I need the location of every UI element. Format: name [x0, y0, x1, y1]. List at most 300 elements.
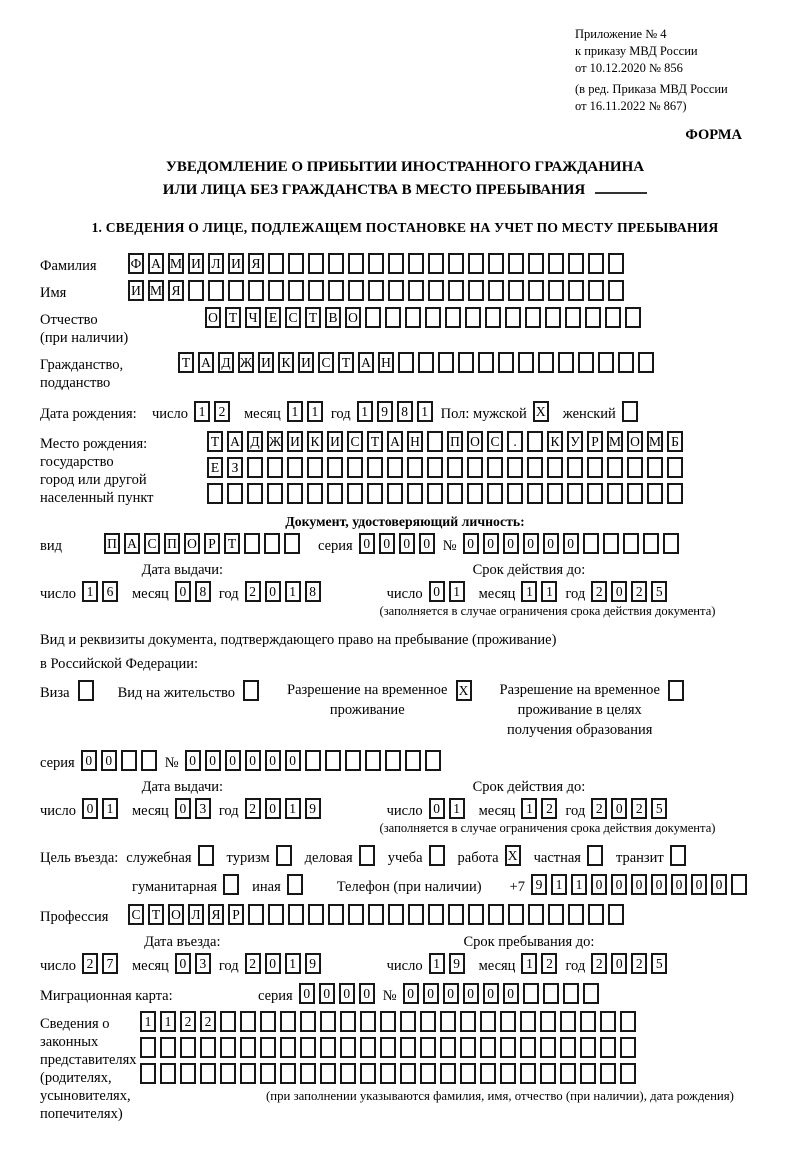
char-cell[interactable]: 8	[195, 581, 211, 602]
char-cell[interactable]	[607, 457, 623, 478]
char-cell[interactable]	[208, 280, 224, 301]
char-cell[interactable]	[388, 280, 404, 301]
char-cell[interactable]	[360, 1037, 376, 1058]
char-cell[interactable]	[368, 904, 384, 925]
char-cell[interactable]: 2	[245, 953, 261, 974]
char-cell[interactable]: 2	[631, 798, 647, 819]
char-cell[interactable]: С	[144, 533, 160, 554]
char-cell[interactable]: 0	[563, 533, 579, 554]
char-cell[interactable]	[600, 1011, 616, 1032]
char-cell[interactable]	[527, 483, 543, 504]
char-cell[interactable]: М	[647, 431, 663, 452]
char-cell[interactable]: 0	[265, 953, 281, 974]
purpose-official-checkbox[interactable]	[198, 845, 214, 866]
char-cell[interactable]	[288, 904, 304, 925]
char-cell[interactable]: 2	[200, 1011, 216, 1032]
char-cell[interactable]: Д	[247, 431, 263, 452]
char-cell[interactable]: 0	[175, 798, 191, 819]
char-cell[interactable]: 0	[611, 798, 627, 819]
char-cell[interactable]	[468, 253, 484, 274]
char-cell[interactable]	[427, 483, 443, 504]
char-cell[interactable]	[425, 750, 441, 771]
char-cell[interactable]	[625, 307, 641, 328]
visa-checkbox[interactable]	[78, 680, 94, 701]
char-cell[interactable]	[460, 1063, 476, 1084]
char-cell[interactable]	[580, 1011, 596, 1032]
char-cell[interactable]: 1	[429, 953, 445, 974]
char-cell[interactable]	[608, 280, 624, 301]
char-cell[interactable]	[248, 904, 264, 925]
char-cell[interactable]: 1	[449, 581, 465, 602]
char-cell[interactable]	[260, 1011, 276, 1032]
purpose-private-checkbox[interactable]	[587, 845, 603, 866]
char-cell[interactable]	[558, 352, 574, 373]
char-cell[interactable]: И	[228, 253, 244, 274]
char-cell[interactable]	[268, 280, 284, 301]
char-cell[interactable]	[328, 280, 344, 301]
char-cell[interactable]: 0	[543, 533, 559, 554]
char-cell[interactable]: И	[298, 352, 314, 373]
char-cell[interactable]	[348, 253, 364, 274]
char-cell[interactable]	[267, 457, 283, 478]
char-cell[interactable]: 0	[265, 798, 281, 819]
char-cell[interactable]: Т	[224, 533, 240, 554]
char-cell[interactable]: 0	[443, 983, 459, 1004]
char-cell[interactable]	[365, 307, 381, 328]
char-cell[interactable]: 6	[102, 581, 118, 602]
char-cell[interactable]: 2	[82, 953, 98, 974]
char-cell[interactable]	[267, 483, 283, 504]
char-cell[interactable]: 7	[102, 953, 118, 974]
char-cell[interactable]	[488, 280, 504, 301]
char-cell[interactable]	[528, 253, 544, 274]
char-cell[interactable]: К	[278, 352, 294, 373]
char-cell[interactable]: Я	[208, 904, 224, 925]
char-cell[interactable]	[307, 457, 323, 478]
char-cell[interactable]	[427, 431, 443, 452]
char-cell[interactable]	[507, 483, 523, 504]
char-cell[interactable]: О	[168, 904, 184, 925]
char-cell[interactable]: 2	[245, 581, 261, 602]
char-cell[interactable]: 0	[423, 983, 439, 1004]
char-cell[interactable]	[207, 483, 223, 504]
char-cell[interactable]	[560, 1037, 576, 1058]
char-cell[interactable]	[268, 253, 284, 274]
char-cell[interactable]	[320, 1037, 336, 1058]
char-cell[interactable]: 2	[245, 798, 261, 819]
char-cell[interactable]	[408, 904, 424, 925]
char-cell[interactable]: И	[258, 352, 274, 373]
char-cell[interactable]	[328, 253, 344, 274]
char-cell[interactable]: 0	[419, 533, 435, 554]
char-cell[interactable]: 2	[180, 1011, 196, 1032]
purpose-study-checkbox[interactable]	[429, 845, 445, 866]
char-cell[interactable]	[467, 483, 483, 504]
char-cell[interactable]	[548, 253, 564, 274]
char-cell[interactable]: 9	[305, 798, 321, 819]
char-cell[interactable]: С	[347, 431, 363, 452]
char-cell[interactable]: 2	[631, 581, 647, 602]
char-cell[interactable]: 1	[307, 401, 323, 422]
char-cell[interactable]	[460, 1037, 476, 1058]
char-cell[interactable]: Ж	[267, 431, 283, 452]
char-cell[interactable]: 1	[541, 581, 557, 602]
char-cell[interactable]	[420, 1063, 436, 1084]
char-cell[interactable]	[567, 483, 583, 504]
char-cell[interactable]	[244, 533, 260, 554]
char-cell[interactable]	[540, 1037, 556, 1058]
purpose-work-checkbox[interactable]: X	[505, 845, 521, 866]
char-cell[interactable]	[588, 904, 604, 925]
char-cell[interactable]: 0	[379, 533, 395, 554]
char-cell[interactable]: 2	[591, 798, 607, 819]
char-cell[interactable]: 0	[691, 874, 707, 895]
char-cell[interactable]: И	[287, 431, 303, 452]
char-cell[interactable]	[638, 352, 654, 373]
char-cell[interactable]	[563, 983, 579, 1004]
char-cell[interactable]: Н	[378, 352, 394, 373]
char-cell[interactable]: Т	[178, 352, 194, 373]
char-cell[interactable]	[387, 483, 403, 504]
char-cell[interactable]	[488, 253, 504, 274]
char-cell[interactable]	[448, 253, 464, 274]
char-cell[interactable]: Ж	[238, 352, 254, 373]
char-cell[interactable]	[528, 904, 544, 925]
char-cell[interactable]: 9	[531, 874, 547, 895]
char-cell[interactable]	[380, 1063, 396, 1084]
char-cell[interactable]	[620, 1011, 636, 1032]
char-cell[interactable]: 0	[359, 533, 375, 554]
char-cell[interactable]	[380, 1011, 396, 1032]
char-cell[interactable]	[405, 307, 421, 328]
char-cell[interactable]: А	[227, 431, 243, 452]
char-cell[interactable]: Б	[667, 431, 683, 452]
char-cell[interactable]	[180, 1037, 196, 1058]
char-cell[interactable]: 1	[285, 798, 301, 819]
char-cell[interactable]: Р	[587, 431, 603, 452]
char-cell[interactable]: Я	[248, 253, 264, 274]
char-cell[interactable]	[440, 1037, 456, 1058]
char-cell[interactable]: 8	[397, 401, 413, 422]
char-cell[interactable]: 0	[631, 874, 647, 895]
char-cell[interactable]	[465, 307, 481, 328]
char-cell[interactable]	[447, 457, 463, 478]
char-cell[interactable]: Ф	[128, 253, 144, 274]
char-cell[interactable]	[200, 1037, 216, 1058]
char-cell[interactable]: О	[627, 431, 643, 452]
char-cell[interactable]	[603, 533, 619, 554]
char-cell[interactable]: М	[168, 253, 184, 274]
char-cell[interactable]	[260, 1037, 276, 1058]
char-cell[interactable]: 0	[523, 533, 539, 554]
char-cell[interactable]	[368, 253, 384, 274]
char-cell[interactable]: 1	[82, 581, 98, 602]
char-cell[interactable]	[160, 1037, 176, 1058]
char-cell[interactable]	[520, 1063, 536, 1084]
char-cell[interactable]	[280, 1063, 296, 1084]
char-cell[interactable]	[485, 307, 501, 328]
char-cell[interactable]: З	[227, 457, 243, 478]
char-cell[interactable]	[405, 750, 421, 771]
char-cell[interactable]: Н	[407, 431, 423, 452]
char-cell[interactable]	[458, 352, 474, 373]
char-cell[interactable]	[368, 280, 384, 301]
purpose-humanitarian-checkbox[interactable]	[223, 874, 239, 895]
char-cell[interactable]	[620, 1063, 636, 1084]
char-cell[interactable]	[540, 1011, 556, 1032]
char-cell[interactable]: 0	[205, 750, 221, 771]
char-cell[interactable]: Е	[207, 457, 223, 478]
char-cell[interactable]	[585, 307, 601, 328]
char-cell[interactable]	[427, 457, 443, 478]
char-cell[interactable]: 0	[265, 581, 281, 602]
char-cell[interactable]	[140, 1037, 156, 1058]
char-cell[interactable]	[620, 1037, 636, 1058]
char-cell[interactable]	[527, 431, 543, 452]
char-cell[interactable]	[568, 280, 584, 301]
purpose-transit-checkbox[interactable]	[670, 845, 686, 866]
purpose-business-checkbox[interactable]	[359, 845, 375, 866]
char-cell[interactable]	[385, 750, 401, 771]
char-cell[interactable]	[667, 483, 683, 504]
char-cell[interactable]	[440, 1063, 456, 1084]
char-cell[interactable]	[428, 280, 444, 301]
char-cell[interactable]: 0	[611, 874, 627, 895]
char-cell[interactable]: 0	[611, 953, 627, 974]
char-cell[interactable]: 0	[503, 983, 519, 1004]
gender-male-checkbox[interactable]: X	[533, 401, 549, 422]
char-cell[interactable]: Л	[188, 904, 204, 925]
char-cell[interactable]	[220, 1063, 236, 1084]
char-cell[interactable]	[548, 904, 564, 925]
char-cell[interactable]	[647, 483, 663, 504]
char-cell[interactable]	[428, 904, 444, 925]
char-cell[interactable]	[418, 352, 434, 373]
char-cell[interactable]	[580, 1063, 596, 1084]
char-cell[interactable]	[188, 280, 204, 301]
char-cell[interactable]: 2	[214, 401, 230, 422]
char-cell[interactable]	[180, 1063, 196, 1084]
char-cell[interactable]	[308, 904, 324, 925]
char-cell[interactable]: 0	[185, 750, 201, 771]
char-cell[interactable]	[308, 253, 324, 274]
char-cell[interactable]: И	[327, 431, 343, 452]
char-cell[interactable]	[507, 457, 523, 478]
char-cell[interactable]: 0	[245, 750, 261, 771]
char-cell[interactable]: 0	[175, 581, 191, 602]
char-cell[interactable]	[240, 1037, 256, 1058]
char-cell[interactable]: 0	[175, 953, 191, 974]
char-cell[interactable]: Р	[204, 533, 220, 554]
char-cell[interactable]: 0	[403, 983, 419, 1004]
char-cell[interactable]	[587, 483, 603, 504]
char-cell[interactable]	[347, 483, 363, 504]
char-cell[interactable]: 0	[101, 750, 117, 771]
char-cell[interactable]	[468, 904, 484, 925]
char-cell[interactable]	[387, 457, 403, 478]
char-cell[interactable]	[280, 1011, 296, 1032]
char-cell[interactable]: Т	[305, 307, 321, 328]
char-cell[interactable]	[160, 1063, 176, 1084]
char-cell[interactable]	[140, 1063, 156, 1084]
char-cell[interactable]: 3	[195, 798, 211, 819]
char-cell[interactable]: К	[547, 431, 563, 452]
char-cell[interactable]	[287, 483, 303, 504]
char-cell[interactable]: Я	[168, 280, 184, 301]
char-cell[interactable]	[663, 533, 679, 554]
char-cell[interactable]: Т	[225, 307, 241, 328]
temporary-residence-education-checkbox[interactable]	[668, 680, 684, 701]
purpose-tourism-checkbox[interactable]	[276, 845, 292, 866]
char-cell[interactable]: 8	[305, 581, 321, 602]
char-cell[interactable]	[288, 280, 304, 301]
char-cell[interactable]	[588, 253, 604, 274]
char-cell[interactable]: А	[198, 352, 214, 373]
char-cell[interactable]: 1	[357, 401, 373, 422]
char-cell[interactable]	[385, 307, 401, 328]
char-cell[interactable]	[308, 280, 324, 301]
char-cell[interactable]	[605, 307, 621, 328]
char-cell[interactable]: 0	[463, 983, 479, 1004]
char-cell[interactable]	[520, 1011, 536, 1032]
char-cell[interactable]: С	[128, 904, 144, 925]
char-cell[interactable]: О	[467, 431, 483, 452]
char-cell[interactable]	[607, 483, 623, 504]
char-cell[interactable]	[618, 352, 634, 373]
char-cell[interactable]	[505, 307, 521, 328]
char-cell[interactable]: 1	[417, 401, 433, 422]
char-cell[interactable]	[320, 1011, 336, 1032]
char-cell[interactable]: 2	[541, 953, 557, 974]
char-cell[interactable]	[347, 457, 363, 478]
char-cell[interactable]: 9	[305, 953, 321, 974]
char-cell[interactable]	[608, 253, 624, 274]
char-cell[interactable]	[425, 307, 441, 328]
char-cell[interactable]	[365, 750, 381, 771]
char-cell[interactable]	[247, 457, 263, 478]
char-cell[interactable]	[500, 1063, 516, 1084]
char-cell[interactable]	[400, 1037, 416, 1058]
char-cell[interactable]: 0	[591, 874, 607, 895]
char-cell[interactable]: 1	[285, 953, 301, 974]
char-cell[interactable]: И	[128, 280, 144, 301]
char-cell[interactable]	[400, 1063, 416, 1084]
char-cell[interactable]	[647, 457, 663, 478]
char-cell[interactable]: 1	[521, 581, 537, 602]
char-cell[interactable]: 9	[449, 953, 465, 974]
char-cell[interactable]: 0	[429, 581, 445, 602]
char-cell[interactable]	[627, 483, 643, 504]
char-cell[interactable]	[420, 1011, 436, 1032]
char-cell[interactable]: П	[447, 431, 463, 452]
char-cell[interactable]: И	[188, 253, 204, 274]
char-cell[interactable]: Т	[367, 431, 383, 452]
char-cell[interactable]: 0	[359, 983, 375, 1004]
char-cell[interactable]: О	[205, 307, 221, 328]
char-cell[interactable]: Р	[228, 904, 244, 925]
char-cell[interactable]	[588, 280, 604, 301]
char-cell[interactable]	[305, 750, 321, 771]
char-cell[interactable]	[320, 1063, 336, 1084]
char-cell[interactable]	[523, 983, 539, 1004]
char-cell[interactable]: 1	[285, 581, 301, 602]
char-cell[interactable]	[360, 1063, 376, 1084]
char-cell[interactable]	[518, 352, 534, 373]
char-cell[interactable]: Т	[338, 352, 354, 373]
char-cell[interactable]	[438, 352, 454, 373]
char-cell[interactable]: 3	[195, 953, 211, 974]
char-cell[interactable]: С	[285, 307, 301, 328]
char-cell[interactable]	[460, 1011, 476, 1032]
char-cell[interactable]: А	[148, 253, 164, 274]
char-cell[interactable]	[428, 253, 444, 274]
gender-female-checkbox[interactable]	[622, 401, 638, 422]
char-cell[interactable]	[623, 533, 639, 554]
char-cell[interactable]: 2	[591, 581, 607, 602]
residence-permit-checkbox[interactable]	[243, 680, 259, 701]
char-cell[interactable]	[240, 1011, 256, 1032]
char-cell[interactable]: 0	[399, 533, 415, 554]
char-cell[interactable]: Т	[148, 904, 164, 925]
char-cell[interactable]: О	[184, 533, 200, 554]
char-cell[interactable]	[478, 352, 494, 373]
char-cell[interactable]	[380, 1037, 396, 1058]
char-cell[interactable]	[327, 483, 343, 504]
char-cell[interactable]: 2	[631, 953, 647, 974]
char-cell[interactable]	[141, 750, 157, 771]
char-cell[interactable]: 0	[429, 798, 445, 819]
char-cell[interactable]	[500, 1011, 516, 1032]
char-cell[interactable]	[348, 904, 364, 925]
char-cell[interactable]	[488, 904, 504, 925]
char-cell[interactable]: 0	[319, 983, 335, 1004]
char-cell[interactable]	[220, 1011, 236, 1032]
char-cell[interactable]	[448, 280, 464, 301]
char-cell[interactable]	[565, 307, 581, 328]
char-cell[interactable]: 0	[483, 983, 499, 1004]
char-cell[interactable]	[348, 280, 364, 301]
char-cell[interactable]: Л	[208, 253, 224, 274]
char-cell[interactable]	[260, 1063, 276, 1084]
char-cell[interactable]	[408, 280, 424, 301]
char-cell[interactable]	[528, 280, 544, 301]
char-cell[interactable]: К	[307, 431, 323, 452]
char-cell[interactable]: Т	[207, 431, 223, 452]
char-cell[interactable]	[400, 1011, 416, 1032]
char-cell[interactable]: О	[345, 307, 361, 328]
char-cell[interactable]: Ч	[245, 307, 261, 328]
char-cell[interactable]	[568, 904, 584, 925]
char-cell[interactable]: 0	[611, 581, 627, 602]
char-cell[interactable]	[388, 904, 404, 925]
char-cell[interactable]	[500, 1037, 516, 1058]
char-cell[interactable]	[468, 280, 484, 301]
char-cell[interactable]	[407, 457, 423, 478]
char-cell[interactable]	[583, 533, 599, 554]
char-cell[interactable]: А	[124, 533, 140, 554]
char-cell[interactable]: 1	[449, 798, 465, 819]
char-cell[interactable]	[264, 533, 280, 554]
char-cell[interactable]	[388, 253, 404, 274]
char-cell[interactable]	[445, 307, 461, 328]
char-cell[interactable]: 0	[483, 533, 499, 554]
char-cell[interactable]	[598, 352, 614, 373]
temporary-residence-checkbox[interactable]: X	[456, 680, 472, 701]
char-cell[interactable]	[543, 983, 559, 1004]
char-cell[interactable]	[248, 280, 264, 301]
char-cell[interactable]	[300, 1037, 316, 1058]
char-cell[interactable]	[525, 307, 541, 328]
